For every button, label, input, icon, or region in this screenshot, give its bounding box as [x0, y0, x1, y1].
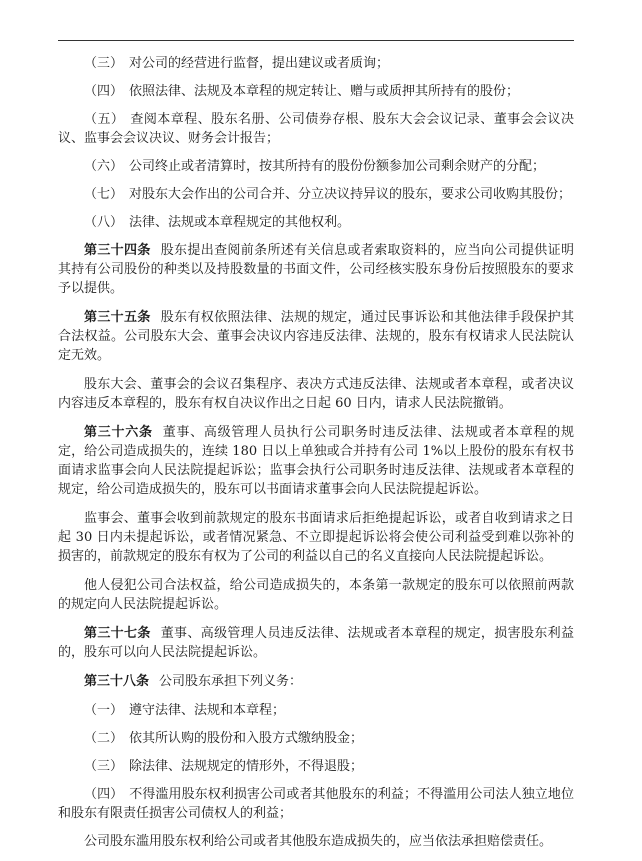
document-body	[58, 54, 574, 861]
article-36-para-2: 监事会、董事会收到前款规定的股东书面请求后拒绝提起诉讼，或者自收到请求之日起 30 日内未提起诉讼，或者情况紧急、不立即提起诉讼将会使公司利益受到难以弥补的损害的，前款规定的股东有权为了公司的利益以自己的名义直接向人民法院提起诉讼。	[58, 511, 574, 564]
item-text: 除法律、法规规定的情形外，不得退股；	[129, 759, 364, 774]
item-number: （四）	[84, 787, 124, 802]
article-title: 第三十六条	[84, 425, 153, 440]
item-number: （六）	[84, 159, 124, 174]
article-35-para-2: 股东大会、董事会的会议召集程序、表决方式违反法律、法规或者本章程，或者决议内容违反本章程的，股东有权自决议作出之日起 60 日内，请求人民法院撤销。	[58, 377, 574, 411]
article-38	[58, 672, 574, 691]
item-number: （二）	[84, 731, 124, 746]
article-title: 第三十四条	[84, 243, 151, 258]
article-text: 董事、高级管理人员执行公司职务时违反法律、法规或者本章程的规定，给公司造成损失的，连续 180 日以上单独或合并持有公司 1%以上股份的股东有权书面请求监事会向人民法院提起诉讼；监事会执行公司职务时违反法律、法规或者本章程的规定，给公司造成损失的，股东可以书面请求董事会向人民法院提起诉讼。	[58, 425, 574, 497]
article-text: 公司股东承担下列义务：	[159, 674, 303, 689]
item-number: （四）	[84, 84, 124, 99]
article-text: 董事、高级管理人员违反法律、法规或者本章程的规定，损害股东利益的，股东可以向人民法院提起诉讼。	[58, 626, 574, 660]
list-item	[58, 785, 574, 823]
article-title: 第三十八条	[84, 674, 150, 689]
item-number: （七）	[84, 187, 124, 202]
list-item	[58, 757, 574, 776]
article-36-para-3: 他人侵犯公司合法权益，给公司造成损失的，本条第一款规定的股东可以依照前两款的规定向人民法院提起诉讼。	[58, 578, 574, 612]
list-item	[58, 157, 574, 176]
item-text: 遵守法律、法规和本章程；	[129, 703, 286, 718]
item-text: 查阅本章程、股东名册、公司债券存根、股东大会会议记录、董事会会议决议、监事会会议决议、财务会计报告；	[58, 112, 574, 146]
article-35	[58, 308, 574, 365]
article-text: 股东提出查阅前条所述有关信息或者索取资料的，应当向公司提供证明其持有公司股份的种类以及持股数量的书面文件，公司经核实股东身份后按照股东的要求予以提供。	[58, 243, 574, 296]
item-number: （五）	[84, 112, 125, 127]
list-item	[58, 729, 574, 748]
list-item	[58, 54, 574, 73]
closing-paragraph: 公司股东滥用股东权利给公司或者其他股东造成损失的，应当依法承担赔偿责任。	[84, 834, 553, 849]
list-item	[58, 185, 574, 204]
article-title: 第三十五条	[84, 310, 151, 325]
article-text: 股东有权依照法律、法规的规定，通过民事诉讼和其他法律手段保护其合法权益。公司股东大会、董事会决议内容违反法律、法规的，股东有权请求人民法院认定无效。	[58, 310, 574, 363]
item-text: 对股东大会作出的公司合并、分立决议持异议的股东，要求公司收购其股份；	[129, 187, 572, 202]
article-34	[58, 241, 574, 298]
item-text: 不得滥用股东权利损害公司或者其他股东的利益；不得滥用公司法人独立地位和股东有限责任损害公司债权人的利益；	[58, 787, 574, 821]
list-item	[58, 701, 574, 720]
item-text: 公司终止或者清算时，按其所持有的股份份额参加公司剩余财产的分配；	[129, 159, 546, 174]
list-item	[58, 82, 574, 101]
item-number: （一）	[84, 703, 124, 718]
article-36	[58, 423, 574, 499]
item-text: 对公司的经营进行监督，提出建议或者质询；	[129, 56, 390, 71]
header-rule	[58, 40, 574, 41]
article-title: 第三十七条	[84, 626, 151, 641]
item-number: （三）	[84, 759, 124, 774]
list-item	[58, 110, 574, 148]
item-text: 依其所认购的股份和入股方式缴纳股金；	[129, 731, 364, 746]
item-number: （八）	[84, 215, 124, 230]
item-text: 依照法律、法规及本章程的规定转让、赠与或质押其所持有的股份；	[129, 84, 520, 99]
item-number: （三）	[84, 56, 124, 71]
list-item	[58, 213, 574, 232]
article-37	[58, 624, 574, 662]
item-text: 法律、法规或本章程规定的其他权利。	[129, 215, 351, 230]
